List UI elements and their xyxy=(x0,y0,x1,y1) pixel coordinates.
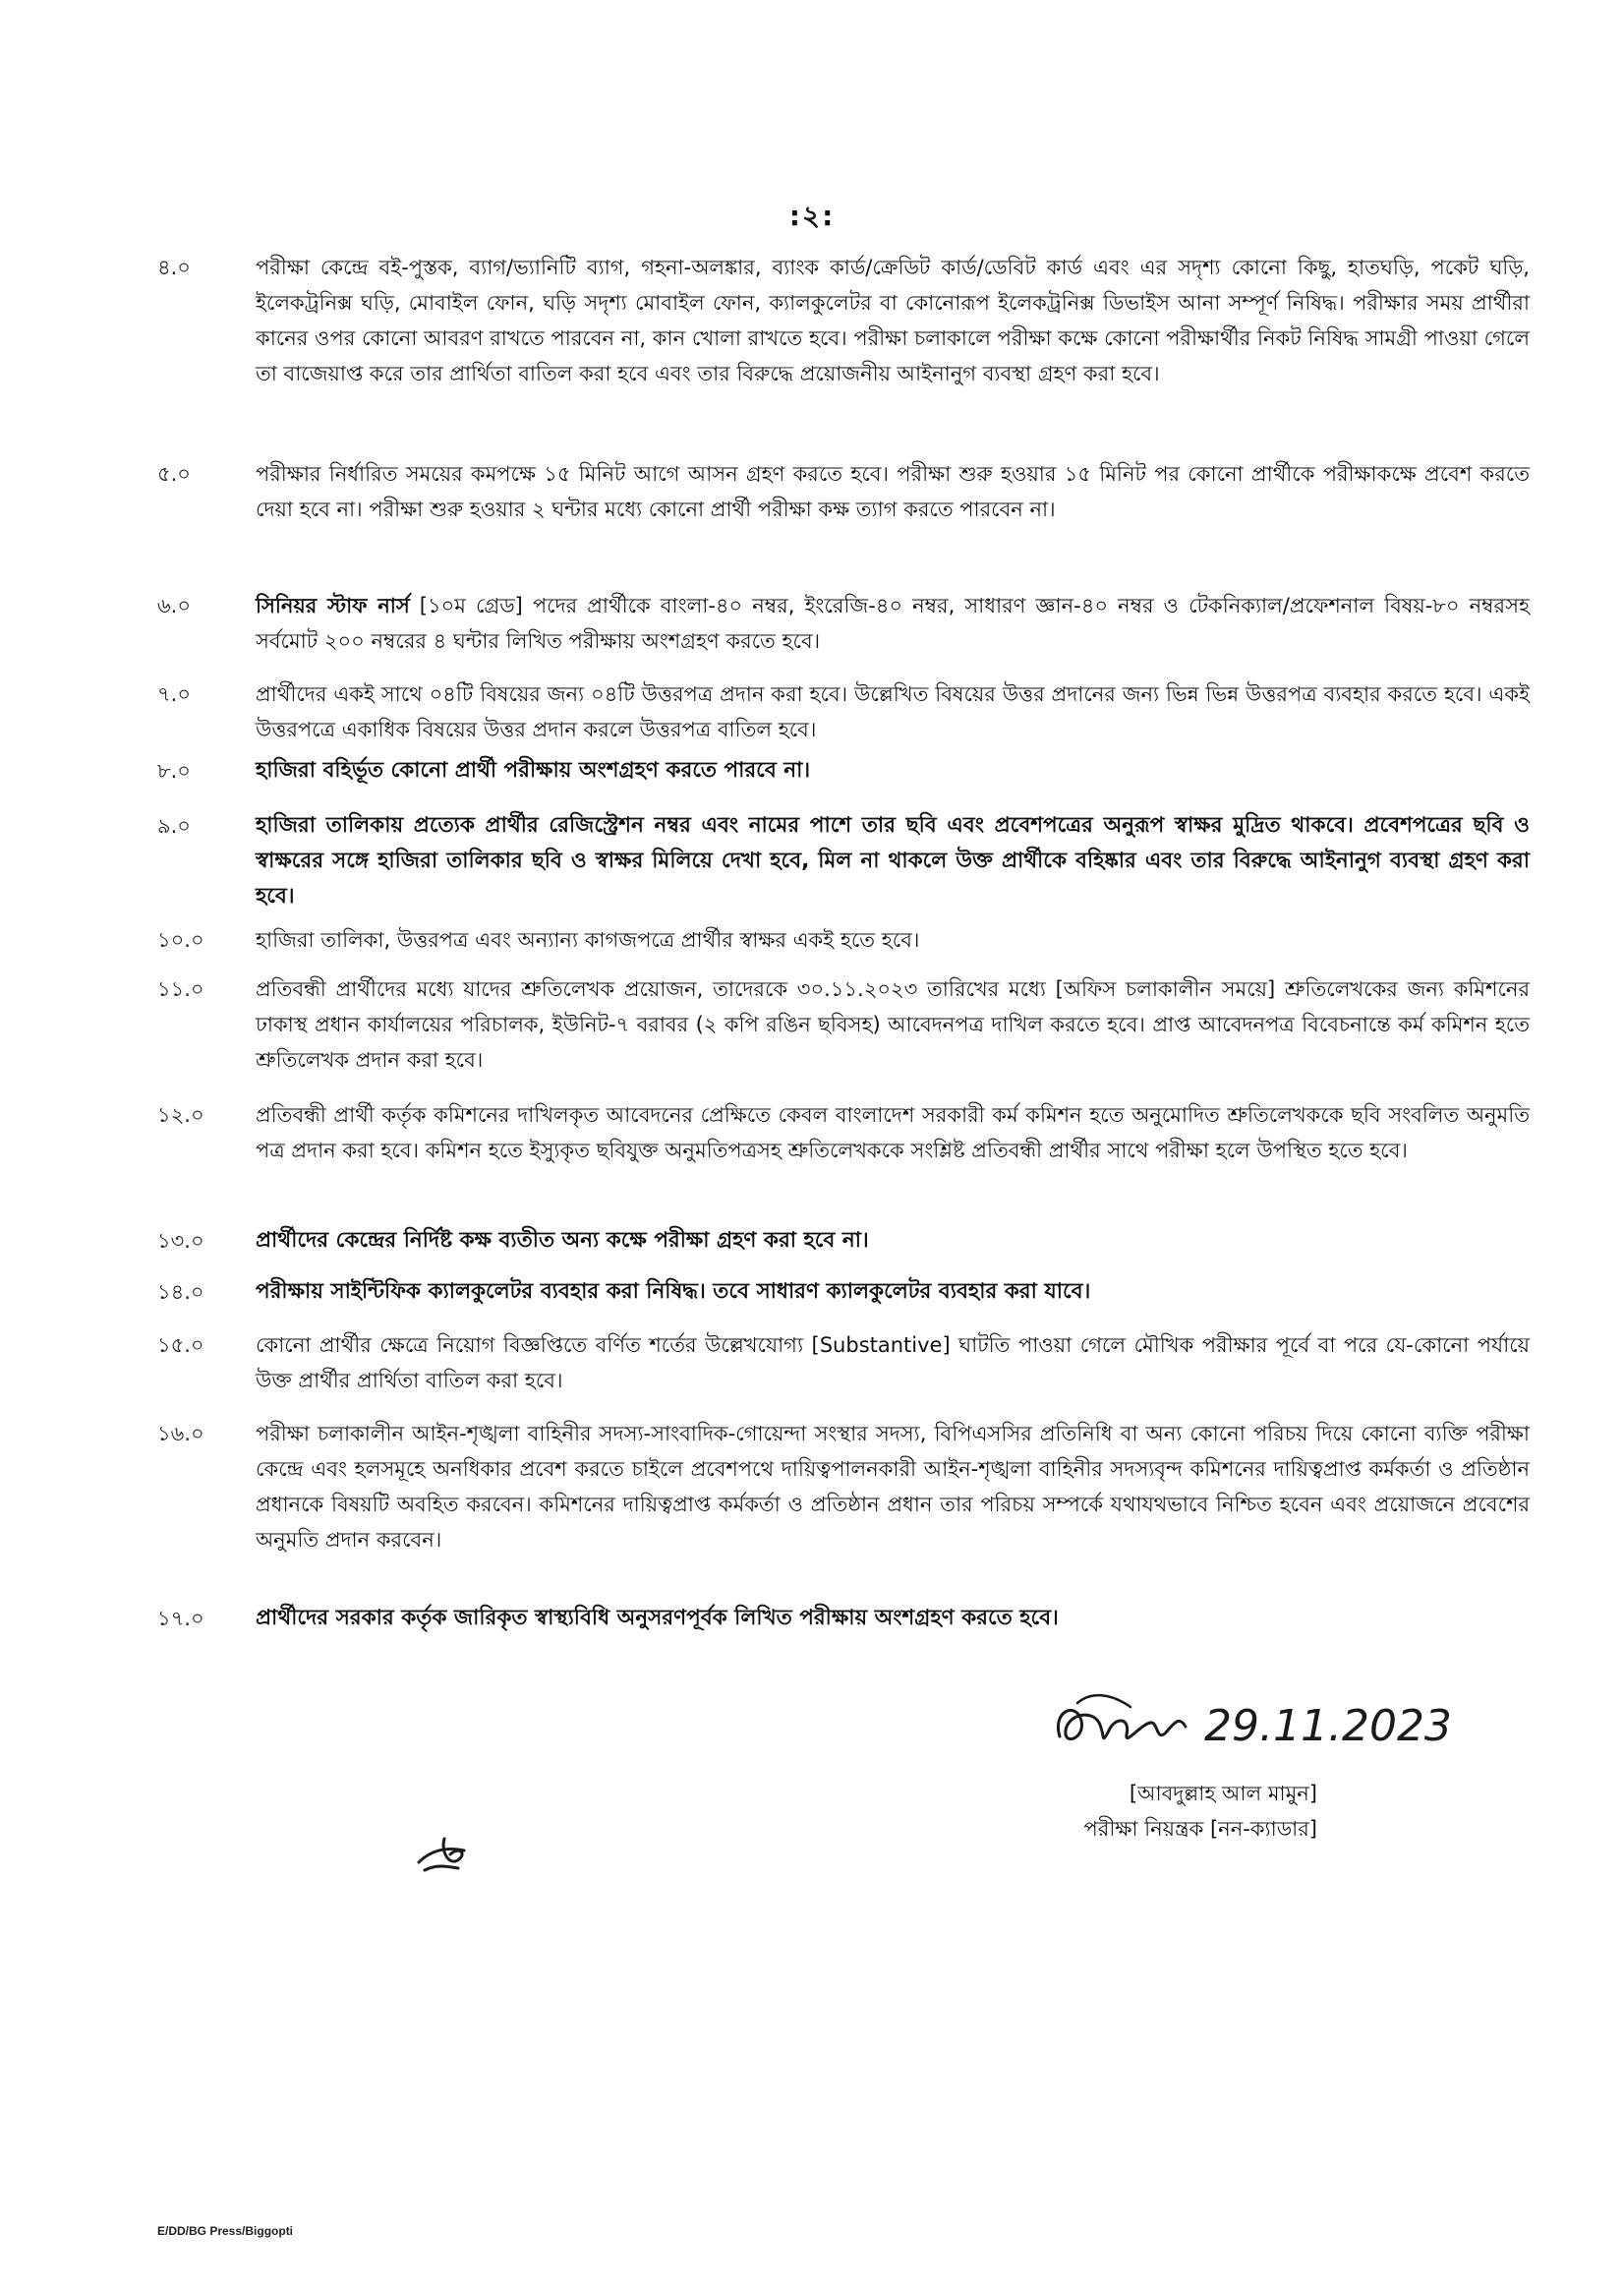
item-text xyxy=(256,588,1530,659)
page-number: :২: xyxy=(788,200,836,232)
initial-mark xyxy=(411,1829,480,1878)
post-name: সিনিয়র স্টাফ নার্স xyxy=(256,594,410,617)
list-item-10 xyxy=(157,922,1534,958)
item-text: প্রার্থীদের সরকার কর্তৃক জারিকৃত স্বাস্থ্যবিধি অনুসরণপূর্বক লিখিত পরীক্ষায় অংশগ্রহণ করতে হবে। xyxy=(256,1606,1059,1630)
item-number: ৫.০ xyxy=(157,462,191,486)
list-item-14 xyxy=(157,1274,1534,1310)
list-item-15 xyxy=(157,1327,1534,1398)
list-item-5 xyxy=(157,456,1534,527)
list-item-6 xyxy=(157,588,1534,659)
signature-scribble xyxy=(983,1652,1534,1780)
item-text: হাজিরা বহির্ভূত কোনো প্রার্থী পরীক্ষায় অংশগ্রহণ করতে পারবে না। xyxy=(256,758,811,783)
item-text: প্রার্থীদের একই সাথে ০৪টি বিষয়ের জন্য ০৪টি উত্তরপত্র প্রদান করা হবে। উল্লেখিত বিষয়ের উত্তর প্রদানের জন্য ভিন্ন ভিন্ন উত্তরপত্র ব্যবহার করতে হবে। একই উত্তরপত্রে একাধিক বিষয়ের উত্তর প্রদান করলে উত্তরপত্র বাতিল হবে। xyxy=(256,682,1530,741)
footer-code: E/DD/BG Press/Biggopti xyxy=(157,2224,294,2238)
signatory-title: পরীক্ষা নিয়ন্ত্রক [নন-ক্যাডার] xyxy=(1083,1817,1317,1841)
list-item-12 xyxy=(157,1097,1534,1168)
signature-date: 29.11.2023 xyxy=(1204,1701,1452,1751)
item-number: ১৬.০ xyxy=(157,1422,204,1445)
item-number: ৯.০ xyxy=(157,814,191,838)
list-item-7 xyxy=(157,676,1534,747)
item-text: পরীক্ষা কেন্দ্রে বই-পুস্তক, ব্যাগ/ভ্যানিটি ব্যাগ, গহনা-অলঙ্কার, ব্যাংক কার্ড/ক্রেডিট কার্ড/ডেবিট কার্ড এবং এর সদৃশ্য কোনো কিছু, হাতঘড়ি, পকেট ঘড়ি, ইলেকট্রনিক্স ঘড়ি, মোবাইল ফোন, ঘড়ি সদৃশ্য মোবাইল ফোন, ক্যালকুলেটর বা কোনোরূপ ইলেকট্রনিক্স ডিভাইস আনা সম্পূর্ণ নিষিদ্ধ। পরীক্ষার সময় প্রার্থীরা কানের ওপর কোনো আবরণ রাখতে পারবেন না, কান খোলা রাখতে হবে। পরীক্ষা চলাকালে পরীক্ষা কক্ষে কোনো পরীক্ষার্থীর নিকট নিষিদ্ধ সামগ্রী পাওয়া গেলে তা বাজেয়াপ্ত করে তার প্রার্থিতা বাতিল করা হবে এবং তার বিরুদ্ধে প্রয়োজনীয় আইনানুগ ব্যবস্থা গ্রহণ করা হবে। xyxy=(256,256,1530,385)
item-text: পরীক্ষার নির্ধারিত সময়ের কমপক্ষে ১৫ মিনিট আগে আসন গ্রহণ করতে হবে। পরীক্ষা শুরু হওয়ার ১৫ মিনিট পর কোনো প্রার্থীকে পরীক্ষাকক্ষে প্রবেশ করতে দেয়া হবে না। পরীক্ষা শুরু হওয়ার ২ ঘন্টার মধ্যে কোনো প্রার্থী পরীক্ষা কক্ষ ত্যাগ করতে পারবেন না। xyxy=(256,462,1530,521)
item-number: ১৪.০ xyxy=(157,1280,204,1304)
item-number: ১১.০ xyxy=(157,977,204,1001)
item-number: ৭.০ xyxy=(157,682,191,706)
item-text: হাজিরা তালিকা, উত্তরপত্র এবং অন্যান্য কাগজপত্রে প্রার্থীর স্বাক্ষর একই হতে হবে। xyxy=(256,928,920,952)
item-text: পরীক্ষায় সাইন্টিফিক ক্যালকুলেটর ব্যবহার করা নিষিদ্ধ। তবে সাধারণ ক্যালকুলেটর ব্যবহার করা যাবে। xyxy=(256,1279,1091,1304)
list-item-16 xyxy=(157,1416,1534,1557)
item-number: ৮.০ xyxy=(157,759,191,783)
item-number: ১০.০ xyxy=(157,928,204,952)
item-number: ১৭.০ xyxy=(157,1607,204,1630)
item-number: ১৫.০ xyxy=(157,1333,204,1357)
item-text: প্রতিবন্ধী প্রার্থী কর্তৃক কমিশনের দাখিলকৃত আবেদনের প্রেক্ষিতে কেবল বাংলাদেশ সরকারী কর্ম কমিশন হতে অনুমোদিত শ্রুতিলেখককে ছবি সংবলিত অনুমতি পত্র প্রদান করা হবে। কমিশন হতে ইস্যুকৃত ছবিযুক্ত অনুমতিপত্রসহ শ্রুতিলেখককে সংশ্লিষ্ট প্রতিবন্ধী প্রার্থীর সাথে পরীক্ষা হলে উপস্থিত হতে হবে। xyxy=(256,1103,1530,1162)
item-text-rest: [১০ম গ্রেড] পদের প্রার্থীকে বাংলা-৪০ নম্বর, ইংরেজি-৪০ নম্বর, সাধারণ জ্ঞান-৪০ নম্বর ও টেকনিক্যাল/প্রফেশনাল বিষয়-৮০ নম্বরসহ সর্বমোট ২০০ নম্বরের ৪ ঘন্টার লিখিত পরীক্ষায় অংশগ্রহণ করতে হবে। xyxy=(256,594,1530,653)
list-item-9 xyxy=(157,808,1534,914)
item-text: হাজিরা তালিকায় প্রত্যেক প্রার্থীর রেজিস্ট্রেশন নম্বর এবং নামের পাশে তার ছবি এবং প্রবেশপত্রের অনুরূপ স্বাক্ষর মুদ্রিত থাকবে। প্রবেশপত্রের ছবি ও স্বাক্ষরের সঙ্গে হাজিরা তালিকার ছবি ও স্বাক্ষর মিলিয়ে দেখা হবে, মিল না থাকলে উক্ত প্রার্থীকে বহিষ্কার এবং তার বিরুদ্ধে আইনানুগ ব্যবস্থা গ্রহণ করা হবে। xyxy=(256,813,1530,909)
item-number: ১২.০ xyxy=(157,1103,204,1127)
item-number: ৬.০ xyxy=(157,594,191,617)
list-item-13 xyxy=(157,1223,1534,1259)
item-number: ১৩.০ xyxy=(157,1229,204,1253)
signatory-name: [আবদুল্লাহ আল মামুন] xyxy=(1129,1782,1317,1805)
item-text: কোনো প্রার্থীর ক্ষেত্রে নিয়োগ বিজ্ঞপ্তিতে বর্ণিত শর্তের উল্লেখযোগ্য [Substantive] ঘাটতি পাওয়া গেলে মৌখিক পরীক্ষার পূর্বে বা পরে যে-কোনো পর্যায়ে উক্ত প্রার্থীর প্রার্থিতা বাতিল করা হবে। xyxy=(256,1333,1530,1392)
list-item-8 xyxy=(157,753,1534,789)
item-text: প্রতিবন্ধী প্রার্থীদের মধ্যে যাদের শ্রুতিলেখক প্রয়োজন, তাদেরকে ৩০.১১.২০২৩ তারিখের মধ্যে [অফিস চলাকালীন সময়ে] শ্রুতিলেখকের জন্য কমিশনের ঢাকাস্থ প্রধান কার্যালয়ের পরিচালক, ইউনিট-৭ বরাবর (২ কপি রঙিন ছবিসহ) আবেদনপত্র দাখিল করতে হবে। প্রাপ্ত আবেদনপত্র বিবেচনান্তে কর্ম কমিশন হতে শ্রুতিলেখক প্রদান করা হবে। xyxy=(256,977,1530,1072)
item-text: প্রার্থীদের কেন্দ্রের নির্দিষ্ট কক্ষ ব্যতীত অন্য কক্ষে পরীক্ষা গ্রহণ করা হবে না। xyxy=(256,1228,869,1253)
item-text: পরীক্ষা চলাকালীন আইন-শৃঙ্খলা বাহিনীর সদস্য-সাংবাদিক-গোয়েন্দা সংস্থার সদস্য, বিপিএসসির প্রতিনিধি বা অন্য কোনো পরিচয় দিয়ে কোনো ব্যক্তি পরীক্ষা কেন্দ্রে এবং হলসমূহে অনধিকার প্রবেশ করতে চাইলে প্রবেশপথে দায়িত্বপালনকারী আইন-শৃঙ্খলা বাহিনীর সদস্যবৃন্দ কমিশনের দায়িত্বপ্রাপ্ত কর্মকর্তা ও প্রতিষ্ঠান প্রধানকে বিষয়টি অবহিত করবেন। কমিশনের দায়িত্বপ্রাপ্ত কর্মকর্তা ও প্রতিষ্ঠান প্রধান তার পরিচয় সম্পর্কে যথাযথভাবে নিশ্চিত হবেন এবং প্রয়োজনে প্রবেশের অনুমতি প্রদান করবেন। xyxy=(256,1422,1530,1552)
list-item-4 xyxy=(157,250,1534,391)
list-item-11 xyxy=(157,971,1534,1078)
item-number: ৪.০ xyxy=(157,256,191,279)
list-item-17 xyxy=(157,1601,1534,1636)
